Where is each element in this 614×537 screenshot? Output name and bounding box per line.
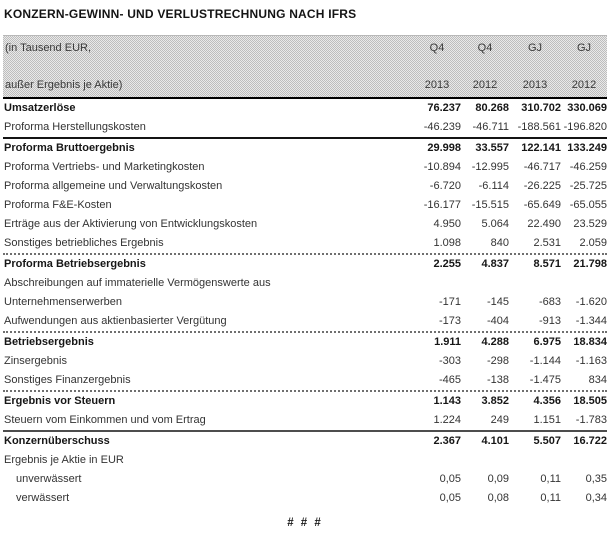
row-value: -1.144 bbox=[529, 355, 561, 367]
row-value: 21.798 bbox=[573, 258, 607, 270]
row-value: -173 bbox=[438, 315, 461, 327]
row-label: Proforma Betriebsergebnis bbox=[4, 258, 146, 270]
row-value: -15.515 bbox=[471, 199, 509, 211]
row-value: -1.344 bbox=[575, 315, 607, 327]
row-value: 29.998 bbox=[427, 142, 461, 154]
row-value: 330.069 bbox=[567, 102, 607, 114]
row-label: Proforma Herstellungskosten bbox=[4, 121, 146, 133]
row-value bbox=[509, 451, 561, 470]
row-value: 16.722 bbox=[573, 435, 607, 447]
table-row bbox=[3, 215, 607, 234]
row-value: 2.059 bbox=[579, 237, 607, 249]
row-value: 122.141 bbox=[521, 142, 561, 154]
row-value: -26.225 bbox=[523, 180, 561, 192]
row-value: 6.975 bbox=[533, 336, 561, 348]
table-row bbox=[3, 352, 607, 371]
row-value: 0,11 bbox=[540, 473, 561, 485]
row-label: Sonstiges betriebliches Ergebnis bbox=[4, 237, 164, 249]
row-value: 33.557 bbox=[475, 142, 509, 154]
row-value bbox=[413, 451, 461, 470]
row-label: Ergebnis vor Steuern bbox=[4, 395, 116, 407]
row-value: 4.288 bbox=[481, 336, 509, 348]
row-value: -404 bbox=[486, 315, 509, 327]
end-of-document-mark: # # # bbox=[287, 517, 323, 529]
row-label: Erträge aus der Aktivierung von Entwicklungskosten bbox=[4, 218, 258, 230]
row-value: -1.783 bbox=[575, 414, 607, 426]
table-row bbox=[3, 118, 607, 137]
row-label: Konzernüberschuss bbox=[4, 435, 110, 447]
row-label: Proforma Bruttoergebnis bbox=[4, 142, 135, 154]
row-value: -46.711 bbox=[472, 121, 509, 133]
row-value: -1.163 bbox=[575, 355, 607, 367]
row-value: -188.561 bbox=[517, 121, 561, 133]
row-value bbox=[461, 451, 509, 470]
row-value: 133.249 bbox=[567, 142, 607, 154]
row-value: -683 bbox=[538, 296, 561, 308]
table-row bbox=[3, 234, 607, 253]
row-value: -1.620 bbox=[575, 296, 607, 308]
row-value: 1.224 bbox=[433, 414, 461, 426]
table-row bbox=[3, 430, 607, 451]
row-value: 0,35 bbox=[585, 473, 607, 485]
table-row bbox=[3, 411, 607, 430]
row-value: -298 bbox=[486, 355, 509, 367]
header-unit-label-line2: außer Ergebnis je Aktie) bbox=[5, 79, 123, 91]
row-value: 1.098 bbox=[433, 237, 461, 249]
row-value: 0,09 bbox=[487, 473, 509, 485]
table-header-row bbox=[3, 78, 607, 93]
row-value: 249 bbox=[490, 414, 509, 426]
column-header-year-2012: 2012 bbox=[571, 79, 597, 91]
row-value: -196.820 bbox=[563, 121, 607, 133]
row-value: -46.717 bbox=[523, 161, 561, 173]
row-label: Steuern vom Einkommen und vom Ertrag bbox=[4, 414, 206, 426]
table-row bbox=[3, 451, 607, 470]
row-value: 8.571 bbox=[533, 258, 561, 270]
column-header-q4-2013: Q4 bbox=[429, 42, 445, 54]
row-label: Proforma allgemeine und Verwaltungskosten bbox=[4, 180, 223, 192]
row-value: 22.490 bbox=[527, 218, 561, 230]
table-row bbox=[3, 390, 607, 411]
row-value: -10.894 bbox=[423, 161, 461, 173]
table-row bbox=[3, 489, 607, 508]
row-value: 1.151 bbox=[533, 414, 561, 426]
table-row bbox=[3, 470, 607, 489]
column-header-year-2012: 2012 bbox=[472, 79, 498, 91]
row-value bbox=[561, 274, 607, 293]
column-header-year-2013: 2013 bbox=[424, 79, 450, 91]
row-label: Ergebnis je Aktie in EUR bbox=[4, 454, 124, 466]
row-label: verwässert bbox=[16, 492, 70, 504]
table-row bbox=[3, 177, 607, 196]
column-header-gj-2013: GJ bbox=[527, 42, 543, 54]
row-label: Umsatzerlöse bbox=[4, 102, 76, 114]
row-value: -65.649 bbox=[523, 199, 561, 211]
row-value: -303 bbox=[438, 355, 461, 367]
row-label: Sonstiges Finanzergebnis bbox=[4, 374, 131, 386]
column-header-q4-2012: Q4 bbox=[477, 42, 493, 54]
row-value: 3.852 bbox=[481, 395, 509, 407]
row-value: 0,34 bbox=[585, 492, 607, 504]
column-header-gj-2012: GJ bbox=[576, 42, 592, 54]
row-value: 4.837 bbox=[481, 258, 509, 270]
column-header-year-2013: 2013 bbox=[522, 79, 548, 91]
row-value: -46.239 bbox=[423, 121, 461, 133]
row-value: 834 bbox=[588, 374, 607, 386]
row-value: 4.950 bbox=[433, 218, 461, 230]
row-value: 18.505 bbox=[573, 395, 607, 407]
table-row bbox=[3, 99, 607, 118]
row-value: -25.725 bbox=[569, 180, 607, 192]
row-value: 23.529 bbox=[573, 218, 607, 230]
table-row bbox=[3, 293, 607, 312]
row-value bbox=[461, 274, 509, 293]
row-value: -6.720 bbox=[429, 180, 461, 192]
row-value: 5.507 bbox=[533, 435, 561, 447]
row-label: Proforma F&E-Kosten bbox=[4, 199, 112, 211]
table-row bbox=[3, 312, 607, 331]
header-unit-label-line1: (in Tausend EUR, bbox=[5, 42, 92, 54]
row-value: 0,05 bbox=[439, 473, 461, 485]
row-value: 0,08 bbox=[487, 492, 509, 504]
row-value: -46.259 bbox=[569, 161, 607, 173]
row-label: Abschreibungen auf immaterielle Vermögenswerte aus bbox=[4, 277, 271, 289]
row-label: Unternehmenserwerben bbox=[4, 296, 123, 308]
row-value: 5.064 bbox=[481, 218, 509, 230]
table-row bbox=[3, 158, 607, 177]
row-label: Zinsergebnis bbox=[4, 355, 67, 367]
row-value: -913 bbox=[538, 315, 561, 327]
table-row bbox=[3, 371, 607, 390]
page-title: KONZERN-GEWINN- UND VERLUSTRECHNUNG NACH IFRS bbox=[4, 7, 357, 21]
table-header-row bbox=[3, 41, 607, 56]
row-value: 4.356 bbox=[533, 395, 561, 407]
row-value: 1.143 bbox=[433, 395, 461, 407]
row-label: Betriebsergebnis bbox=[4, 336, 94, 348]
row-value: 2.531 bbox=[533, 237, 561, 249]
row-value: 18.834 bbox=[573, 336, 607, 348]
row-value: -16.177 bbox=[423, 199, 461, 211]
table-row bbox=[3, 274, 607, 293]
row-value bbox=[413, 274, 461, 293]
row-value: -138 bbox=[486, 374, 509, 386]
row-value: -6.114 bbox=[478, 180, 509, 192]
row-value: -1.475 bbox=[529, 374, 561, 386]
row-value: 1.911 bbox=[434, 336, 461, 348]
row-value: -465 bbox=[438, 374, 461, 386]
row-value: -12.995 bbox=[471, 161, 509, 173]
row-value: 840 bbox=[490, 237, 509, 249]
table-body bbox=[3, 99, 607, 508]
table-row bbox=[3, 253, 607, 274]
row-value: 2.367 bbox=[433, 435, 461, 447]
row-value bbox=[509, 274, 561, 293]
row-value: 4.101 bbox=[481, 435, 509, 447]
row-label: Proforma Vertriebs- und Marketingkosten bbox=[4, 161, 205, 173]
row-value: 80.268 bbox=[475, 102, 509, 114]
row-label: unverwässert bbox=[16, 473, 82, 485]
row-value: 2.255 bbox=[433, 258, 461, 270]
row-value: 76.237 bbox=[427, 102, 461, 114]
row-value: 310.702 bbox=[521, 102, 561, 114]
income-statement-table bbox=[3, 35, 607, 508]
table-row bbox=[3, 196, 607, 215]
row-value: 0,11 bbox=[540, 492, 561, 504]
table-row bbox=[3, 331, 607, 352]
row-value: 0,05 bbox=[439, 492, 461, 504]
row-label: Aufwendungen aus aktienbasierter Vergütung bbox=[4, 315, 227, 327]
table-row bbox=[3, 137, 607, 158]
row-value: -171 bbox=[438, 296, 461, 308]
table-header bbox=[3, 35, 607, 99]
row-value: -145 bbox=[486, 296, 509, 308]
row-value bbox=[561, 451, 607, 470]
row-value: -65.055 bbox=[569, 199, 607, 211]
